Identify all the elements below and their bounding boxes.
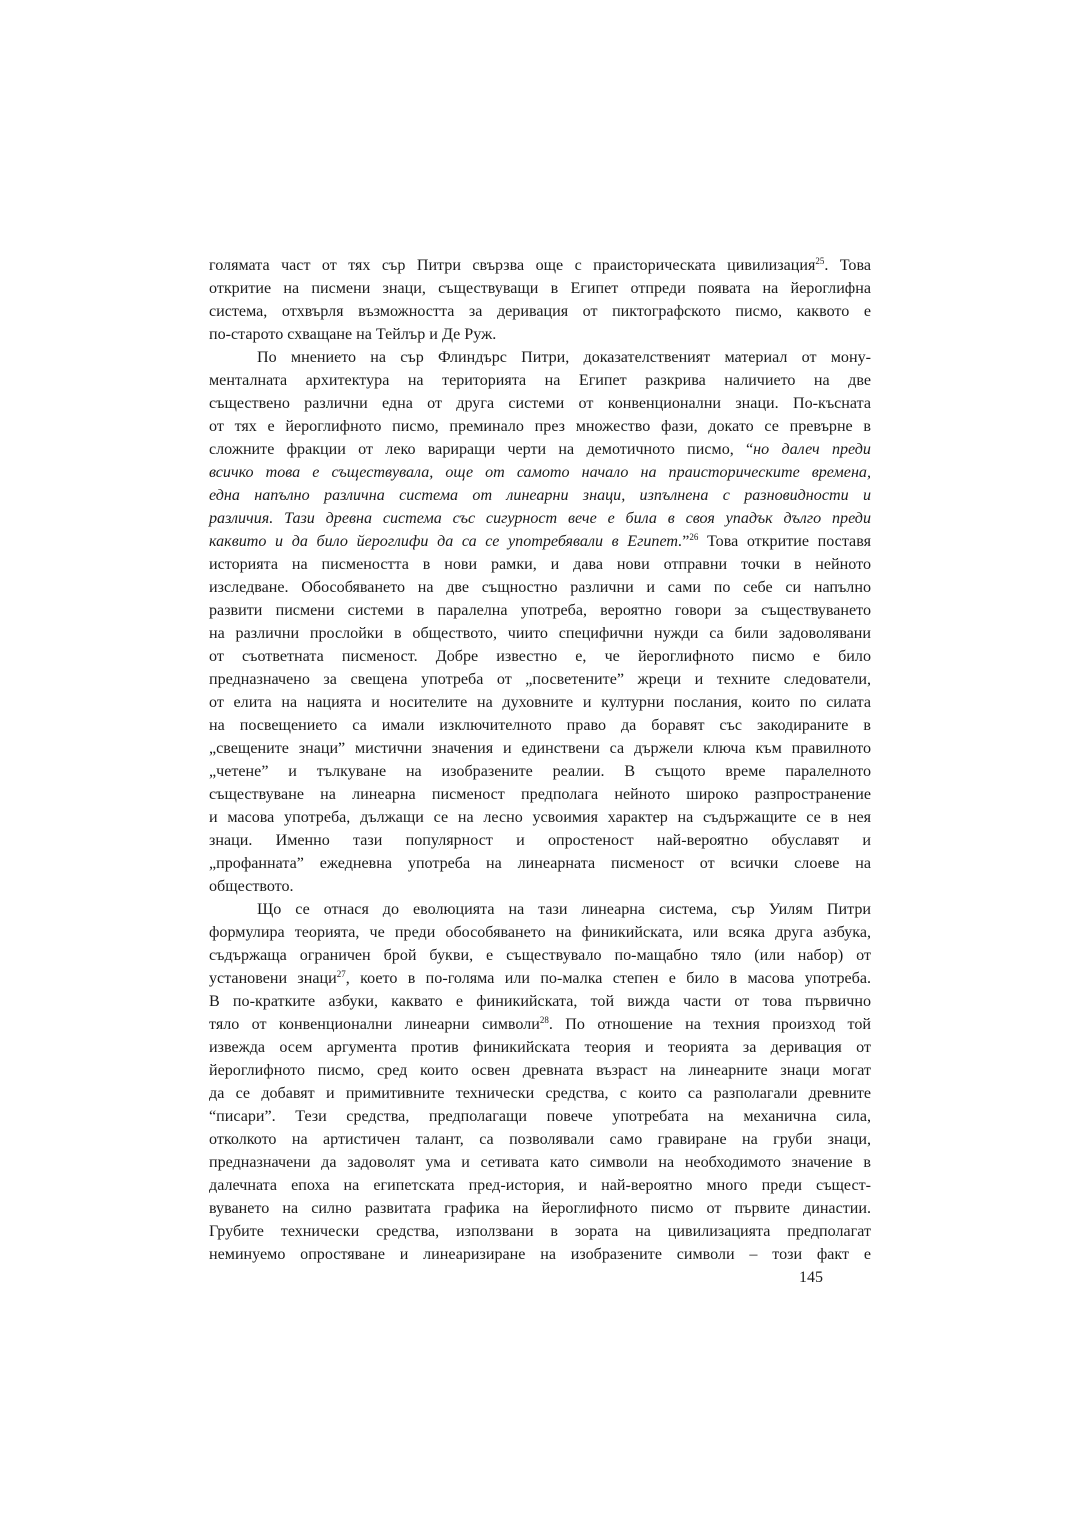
text-line: съществено различни една от друга системи от конвенционални знаци. По-късната [209,395,871,412]
text-line: от съответната писменост. Добре известно е, че йероглифното писмо е било [209,648,871,665]
text-line: предназначено за свещена употреба от „посветените” жреци и техните следователи, [209,671,871,688]
text-line: формулира теорията, че преди обособяването на финикийската, или всяка друга азбука, [209,924,871,941]
text-line: Грубите технически средства, използвани в зората на цивилизацията предполагат [209,1223,871,1240]
quote-text: но далеч преди [753,441,871,458]
quote-text: различия. Тази древна система със сигурност вече е била в своя упадък дълго преди [209,510,871,527]
text-line: “писари”. Тези средства, предполагащи повече употребата на механична сила, [209,1108,871,1125]
footnote-ref-28[interactable]: 28 [539,1015,549,1025]
text-line: по-старото схващане на Тейлър и Де Руж. [209,326,497,343]
text-line: развити писмени системи в паралелна употреба, вероятно говори за съществуването [209,602,871,619]
text-line: изследване. Обособяването на две същностно различни и сами по себе си напълно [209,579,871,596]
footnote-ref-27[interactable]: 27 [336,969,346,979]
footnote-ref-26[interactable]: 26 [689,532,699,542]
text-line: вуването на силно развитата графика на йероглифното писмо от първите династии. [209,1200,871,1217]
text-run: . Това [824,257,871,274]
text-line: „четене” и тълкуване на изобразените реалии. В същото време паралелното [209,763,871,780]
text-line: В по-кратките азбуки, каквато е финикийската, той вижда части от това първично [209,993,871,1010]
text-line: „свещените знаци” мистични значения и единствени са държели ключа към правилното [209,740,871,757]
text-line: откритие на писмени знаци, съществуващи в Египет отпреди появата на йероглифна [209,280,871,297]
text-line [209,1013,871,1036]
text-line: отколкото на артистичен талант, са позволявали само гравиране на груби знаци, [209,1131,871,1148]
quote-text: каквито и да било йероглифи да са се употребявали в Египет. [209,533,683,550]
text-line [209,484,871,507]
text-line: съществуване на линеарна писменост предполага нейното широко разпространение [209,786,871,803]
quote-text: всичко това е съществувала, още от самото начало на праисторическите времена, [209,464,871,481]
text-line: да се добавят и примитивните технически средства, с които са разполагали древните [209,1085,871,1102]
text-line: система, отхвърля възможността за деривация от пиктографското писмо, каквото е [209,303,871,320]
text-line [209,530,871,553]
text-line: далечната епоха на египетската пред-история, и най-вероятно много преди същест- [209,1177,871,1194]
text-run: Това откритие поставя [698,533,871,550]
text-line: съдържаща ограничен брой букви, е съществувало по-мащабно тяло (или набор) от [209,947,871,964]
text-run: ” [682,533,690,550]
paragraph-2 [209,346,871,898]
footnote-ref-25[interactable]: 25 [815,256,825,266]
text-line: от тях е йероглифното писмо, преминало през множество фази, докато се превърне в [209,418,871,435]
text-line: обществото. [209,878,294,895]
text-line [209,507,871,530]
text-line: неминуемо опростяване и линеаризиране на изобразените символи – този факт е [209,1246,871,1263]
text-line: предназначени да задоволят ума и сетивата като символи на необходимото значение в [209,1154,871,1171]
paragraph-1 [209,254,871,346]
text-run: установени знаци [209,970,337,987]
text-line [209,967,871,990]
text-line: извежда осем аргумента против финикийската теория и теорията за деривация от [209,1039,871,1056]
text-line: от елита на нацията и носителите на духовните и културни послания, които по силата [209,694,871,711]
page-number: 145 [799,1269,823,1286]
body-text [209,254,871,1266]
paragraph-3 [209,898,871,1266]
text-line [209,254,871,277]
text-run: . По отношение на техния произход той [548,1016,871,1033]
text-run: тяло от конвенционални линеарни символи [209,1016,540,1033]
text-line: По мнението на сър Флиндърс Питри, доказателственият материал от мону- [257,349,871,366]
text-run: голямата част от тях сър Питри свързва още с праисторическата цивилизация [209,257,816,274]
text-line: йероглифното писмо, сред които освен древната възраст на линеарните знаци могат [209,1062,871,1079]
text-line: Що се отнася до еволюцията на тази линеарна система, сър Уилям Питри [257,901,871,918]
text-line: на посвещението са имали изключителното право да боравят със закодираните в [209,717,871,734]
text-line: знаци. Именно тази популярност и опростеност най-вероятно обуславят и [209,832,871,849]
text-line: историята на писмеността в нови рамки, и дава нови отправни точки в нейното [209,556,871,573]
text-run: , което в по-голяма или по-малка степен е било в масова употреба. [345,970,871,987]
text-line [209,438,871,461]
text-line: на различни прослойки в обществото, чиито специфични нужди са били задоволявани [209,625,871,642]
text-line: „профанната” ежедневна употреба на линеарната писменост от всички слоеве на [209,855,871,872]
quote-text: една напълно различна система от линеарни знаци, изпълнена с разновидности и [209,487,871,504]
text-line [209,461,871,484]
text-run: сложните фракции от леко вариращи черти на демотичното писмо, “ [209,441,754,458]
text-line: менталната архитектура на територията на Египет разкрива наличието на две [209,372,871,389]
text-line: и масова употреба, дължащи се на лесно усвоимия характер на съдържащите се в нея [209,809,871,826]
